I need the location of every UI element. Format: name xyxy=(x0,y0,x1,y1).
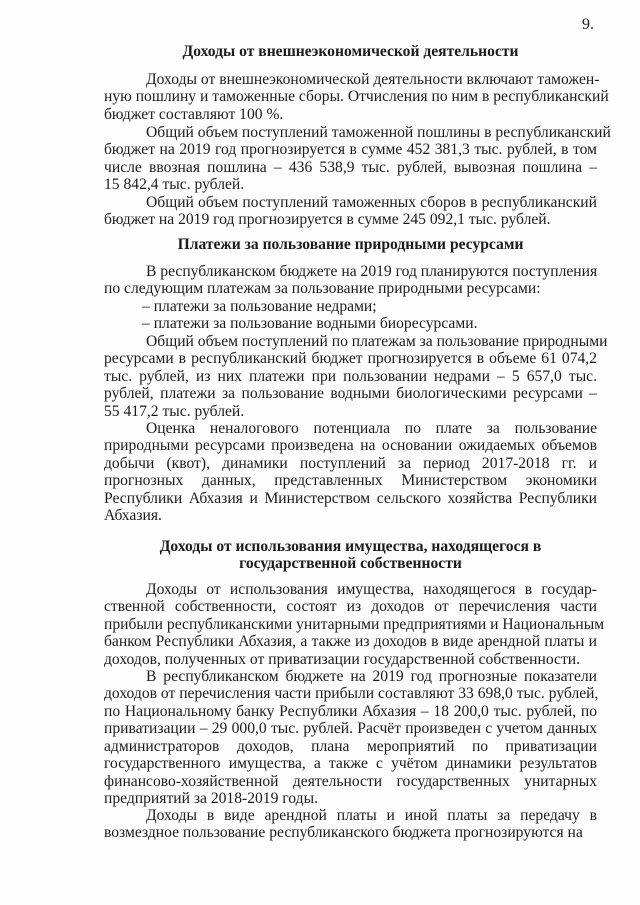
text-line: Абхазия. xyxy=(104,507,162,525)
text-line: добычи (квот), динамики поступлений за период 2017-2018 гг. и xyxy=(104,454,597,472)
text-line: тыс. рублей, из них платежи при пользовании недрами – 5 657,0 тыс. xyxy=(104,367,597,385)
text-line: Республики Абхазия и Министерством сельского хозяйства Республики xyxy=(104,489,597,507)
paragraph xyxy=(104,807,597,842)
paragraph xyxy=(104,420,597,525)
list-item: – платежи за пользование недрами; xyxy=(142,298,377,315)
text-line: Доходы от внешнеэкономической деятельности xyxy=(182,43,519,60)
text-line: 15 842,4 тыс. рублей. xyxy=(104,176,245,194)
text-line: прибыли республиканскими унитарными предприятиями и Национальным xyxy=(104,615,605,633)
text-line: предприятий за 2018-2019 годы. xyxy=(104,790,318,808)
text-line: 55 417,2 тыс. рублей. xyxy=(104,402,245,420)
text-line: доходов от перечисления части прибыли составляют 33 698,0 тыс. рублей, xyxy=(104,685,599,703)
section-heading xyxy=(104,538,597,573)
text-line: Общий объем поступлений таможенных сборов в республиканский xyxy=(146,194,597,211)
text-line: Доходы в виде арендной платы и иной платы за передачу в xyxy=(146,807,597,824)
text-line: Оценка неналогового потенциала по плате за пользование xyxy=(146,420,597,437)
text-line: рублей, платежи за пользование водными биологическими ресурсами – xyxy=(104,385,597,403)
section-heading xyxy=(104,236,597,253)
text-line: ственной собственности, состоят из доходов от перечисления части xyxy=(104,598,597,616)
text-line: Платежи за пользование природными ресурсами xyxy=(177,236,524,253)
paragraph xyxy=(104,263,597,298)
text-line: возмездное пользование республиканского бюджета прогнозируются на xyxy=(104,824,583,842)
text-line: прогнозных данных, представленных Министерством экономики xyxy=(104,472,597,490)
paragraph xyxy=(104,581,605,668)
paragraph xyxy=(104,333,608,420)
text-line: банком Республики Абхазия, а также из доходов в виде арендной платы и xyxy=(104,633,597,651)
section-heading xyxy=(104,43,597,60)
text-line: Доходы от внешнеэкономической деятельности включают таможен- xyxy=(146,71,600,88)
text-line: природными ресурсами произведена на основании ожидаемых объемов xyxy=(104,437,597,455)
paragraph xyxy=(104,71,609,123)
text-line: В республиканском бюджете на 2019 год прогнозные показатели xyxy=(146,668,597,685)
page-number: 9. xyxy=(582,16,594,33)
text-line: числе ввозная пошлина – 436 538,9 тыс. рублей, вывозная пошлина – xyxy=(104,158,597,176)
text-line: бюджет на 2019 год прогнозируется в сумме 452 381,3 тыс. рублей, в том xyxy=(104,141,597,159)
text-line: Доходы от использования имущества, находящегося в xyxy=(159,538,542,555)
text-line: по следующим платежам за пользование природными ресурсами: xyxy=(104,280,541,298)
paragraph xyxy=(104,668,597,808)
paragraph xyxy=(104,124,611,194)
text-line: Общий объем поступлений по платежам за пользование природными xyxy=(146,333,608,350)
paragraph xyxy=(104,194,597,229)
list-item: – платежи за пользование водными биоресурсами. xyxy=(142,315,478,333)
text-line: ресурсами в республиканский бюджет прогнозируется в объеме 61 074,2 xyxy=(104,350,597,368)
text-line: государственной собственности xyxy=(239,555,462,573)
text-line: государственного имущества, а также с учётом динамики результатов xyxy=(104,755,597,773)
text-line: приватизации – 29 000,0 тыс. рублей. Расчёт произведен с учетом данных xyxy=(104,720,597,738)
text-line: бюджет составляют 100 %. xyxy=(104,105,284,123)
text-line: администраторов доходов, плана мероприятий по приватизации xyxy=(104,737,597,755)
text-line: по Национальному банку Республики Абхазия – 18 200,0 тыс. рублей, по xyxy=(104,702,597,720)
text-line: В республиканском бюджете на 2019 год планируются поступления xyxy=(146,263,598,280)
text-line: финансово-хозяйственной деятельности государственных унитарных xyxy=(104,772,597,790)
text-line: доходов, полученных от приватизации государственной собственности. xyxy=(104,650,581,668)
text-line: бюджет на 2019 год прогнозируется в сумме 245 092,1 тыс. рублей. xyxy=(104,211,551,229)
bullet-list xyxy=(104,298,597,333)
text-line: Доходы от использования имущества, находящегося в государ- xyxy=(146,581,597,598)
text-line: Общий объем поступлений таможенной пошлины в республиканский xyxy=(146,124,611,141)
text-line: ную пошлину и таможенные сборы. Отчисления по ним в республиканский xyxy=(104,88,609,106)
